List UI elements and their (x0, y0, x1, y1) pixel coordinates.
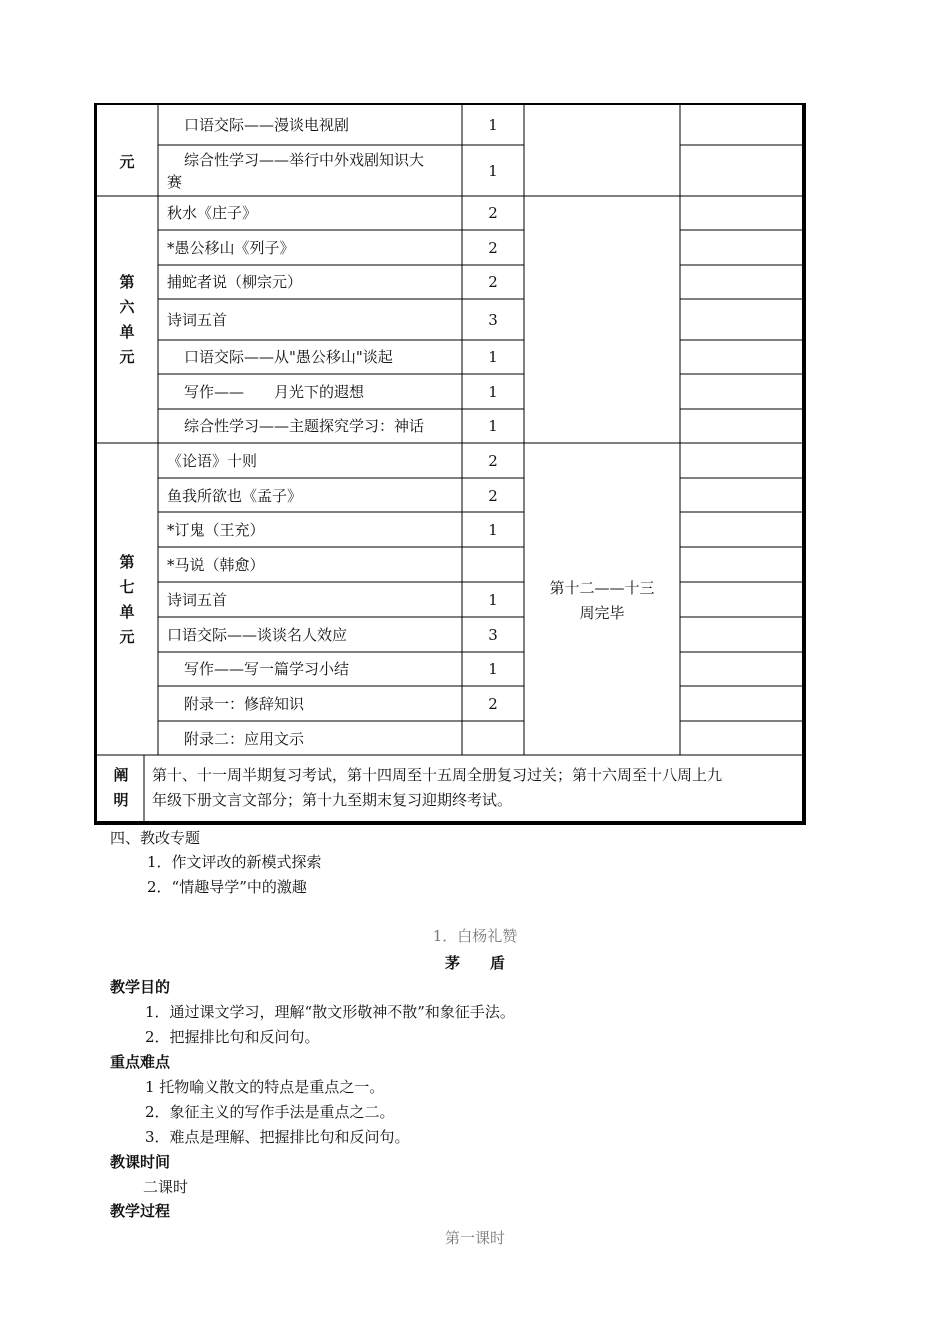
table-row-cont: 赛 (167, 173, 183, 191)
unit7-label-4: 元 (119, 628, 135, 646)
unit5-label: 元 (119, 153, 135, 171)
goal-item-2: 2．把握排比句和反问句。 (145, 1028, 320, 1046)
note-label-2: 明 (113, 791, 129, 809)
key-item-2: 2．象征主义的写作手法是重点之二。 (145, 1103, 395, 1121)
table-row: 综合性学习——举行中外戏剧知识大 (184, 151, 425, 169)
hours-cell: 1 (488, 417, 498, 435)
hours-cell: 1 (488, 162, 498, 180)
goal-heading: 教学目的 (110, 978, 171, 996)
hours-cell: 2 (488, 239, 498, 257)
table-row: 诗词五首 (167, 591, 228, 609)
table-row: 诗词五首 (167, 311, 228, 329)
first-period: 第一课时 (444, 1229, 505, 1247)
time-heading: 教课时间 (110, 1153, 171, 1171)
reform-heading: 四、教改专题 (110, 829, 201, 847)
hours-cell: 2 (488, 487, 498, 505)
key-item-1: 1 托物喻义散文的特点是重点之一。 (145, 1078, 385, 1096)
unit7-label-3: 单 (119, 603, 135, 621)
table-row: 附录二：应用文示 (184, 730, 305, 748)
process-heading: 教学过程 (110, 1202, 171, 1220)
schedule-text-2: 周完毕 (579, 604, 625, 622)
hours-cell: 2 (488, 204, 498, 222)
hours-cell: 3 (488, 626, 498, 644)
reform-item-1: 1．作文评改的新模式探索 (147, 853, 322, 871)
hours-cell: 2 (488, 695, 498, 713)
table-row: 口语交际——谈谈名人效应 (167, 626, 348, 644)
hours-cell: 1 (488, 348, 498, 366)
hours-cell: 2 (488, 452, 498, 470)
table-row: 鱼我所欲也《孟子》 (167, 487, 303, 505)
note-text-2: 年级下册文言文部分；第十九至期末复习迎期终考试。 (152, 791, 513, 809)
unit6-label-3: 单 (119, 323, 135, 341)
table-row: 写作——写一篇学习小结 (184, 660, 350, 678)
lesson-title: 1．白杨礼赞 (432, 927, 518, 945)
table-row: 《论语》十则 (167, 452, 258, 470)
unit7-label-2: 七 (119, 578, 135, 596)
hours-cell: 1 (488, 521, 498, 539)
lesson-author: 茅 盾 (444, 954, 505, 972)
table-row: 综合性学习——主题探究学习：神话 (184, 417, 425, 435)
table-row: 附录一：修辞知识 (184, 695, 305, 713)
note-label-1: 阐 (113, 766, 129, 784)
time-value: 二课时 (143, 1178, 189, 1196)
key-item-3: 3．难点是理解、把握排比句和反问句。 (145, 1128, 410, 1146)
goal-item-1: 1．通过课文学习，理解“散文形敬神不散”和象征手法。 (145, 1003, 515, 1021)
table-row: *订鬼（王充） (167, 521, 265, 539)
table-row: 秋水《庄子》 (167, 204, 258, 222)
hours-cell: 1 (488, 383, 498, 401)
unit6-label-1: 第 (119, 273, 135, 291)
reform-item-2: 2．“情趣导学”中的激趣 (147, 878, 307, 896)
hours-cell: 1 (488, 660, 498, 678)
table-row: 捕蛇者说（柳宗元） (167, 273, 303, 291)
table-row: 写作—— 月光下的遐想 (184, 383, 365, 401)
table-row: *马说（韩愈） (167, 556, 265, 574)
key-heading: 重点难点 (110, 1053, 171, 1071)
note-text-1: 第十、十一周半期复习考试，第十四周至十五周全册复习过关；第十六周至十八周上九 (152, 766, 723, 784)
unit6-label-2: 六 (119, 298, 135, 316)
table-row: 口语交际——漫谈电视剧 (184, 116, 350, 134)
hours-cell: 1 (488, 591, 498, 609)
unit7-label-1: 第 (119, 553, 135, 571)
schedule-text-1: 第十二——十三 (549, 579, 655, 597)
hours-cell: 3 (488, 311, 498, 329)
hours-cell: 1 (488, 116, 498, 134)
table-row: 口语交际——从"愚公移山"谈起 (184, 348, 393, 366)
table-row: *愚公移山《列子》 (167, 239, 295, 257)
unit6-label-4: 元 (119, 348, 135, 366)
hours-cell: 2 (488, 273, 498, 291)
